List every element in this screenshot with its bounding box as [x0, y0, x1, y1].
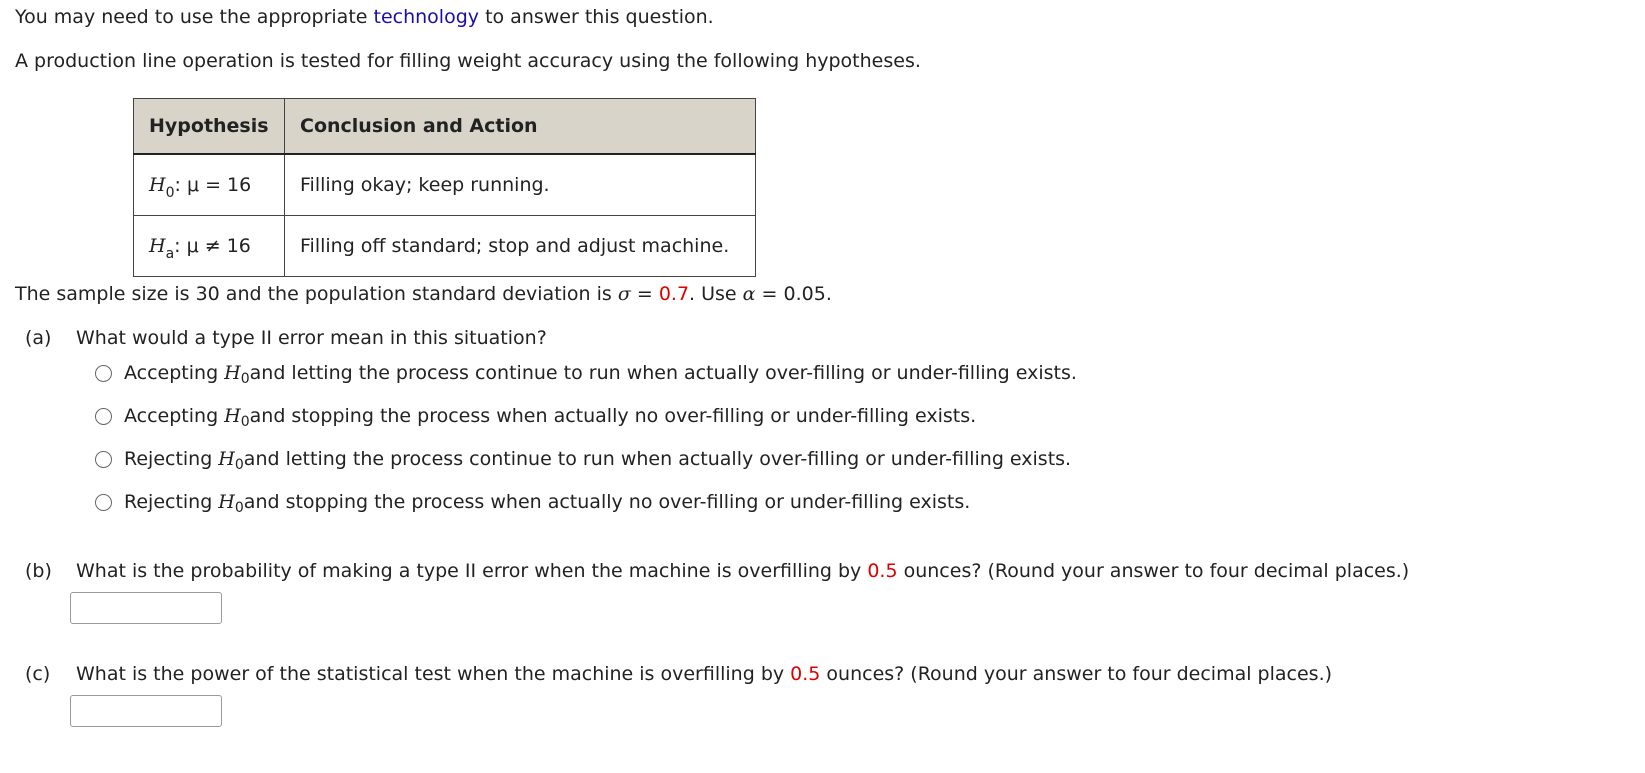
hypothesis-relation: : μ = 16 [174, 174, 252, 196]
alt-action-cell: Filling off standard; stop and adjust machine. [285, 216, 756, 277]
column-header-conclusion: Conclusion and Action [285, 99, 756, 155]
part-b-instruction: ounces? (Round your answer to four decimal places.) [897, 560, 1410, 582]
option-a2[interactable] [95, 405, 977, 430]
null-action-cell: Filling okay; keep running. [285, 154, 756, 216]
h-subscript: 0 [234, 500, 244, 516]
option-verb: Accepting [124, 362, 219, 384]
option-verb: Rejecting [124, 491, 213, 513]
option-text: and letting the process continue to run when actually over-filling or under-filling exists. [243, 448, 1072, 470]
h-symbol: H [224, 362, 241, 384]
alpha-symbol: α [742, 283, 756, 305]
radio-button[interactable] [95, 365, 112, 382]
intro-text [15, 6, 714, 28]
sigma-value: 0.7 [658, 283, 690, 305]
part-b-question [25, 560, 1409, 582]
part-a-question [25, 327, 547, 349]
hypothesis-table [133, 98, 756, 277]
h-subscript: 0 [240, 414, 250, 430]
equals-sign: = [630, 283, 659, 305]
overfill-value: 0.5 [867, 560, 898, 582]
h-subscript: 0 [165, 185, 175, 201]
h-symbol: H [218, 491, 235, 513]
alpha-value: = 0.05. [755, 283, 832, 305]
power-input[interactable] [70, 695, 222, 727]
h-symbol: H [218, 448, 235, 470]
sample-text: The sample size is 30 and the population standard deviation is [15, 283, 618, 305]
problem-description: A production line operation is tested for filling weight accuracy using the following hypotheses. [15, 50, 921, 72]
column-header-hypothesis: Hypothesis [134, 99, 285, 155]
table-row [134, 154, 756, 216]
type-ii-probability-input[interactable] [70, 592, 222, 624]
intro-suffix: to answer this question. [479, 6, 714, 28]
part-c-text: What is the power of the statistical test when the machine is overfilling by [76, 663, 791, 685]
option-text: and stopping the process when actually no over-filling or under-filling exists. [249, 405, 977, 427]
part-b-label: (b) [25, 560, 52, 582]
h-subscript: 0 [240, 371, 250, 387]
overfill-value: 0.5 [790, 663, 821, 685]
option-a3[interactable] [95, 448, 1072, 473]
option-verb: Rejecting [124, 448, 213, 470]
part-c-question [25, 663, 1332, 685]
option-text: and stopping the process when actually no over-filling or under-filling exists. [243, 491, 971, 513]
h-symbol: H [149, 174, 166, 196]
table-row [134, 216, 756, 277]
option-a4[interactable] [95, 491, 971, 516]
sigma-symbol: σ [617, 283, 631, 305]
option-a1[interactable] [95, 362, 1077, 387]
radio-button[interactable] [95, 451, 112, 468]
sample-info [15, 283, 832, 305]
null-hypothesis-cell [134, 154, 285, 216]
use-text: . Use [689, 283, 743, 305]
h-symbol: H [224, 405, 241, 427]
part-b-text: What is the probability of making a type II error when the machine is overfilling by [76, 560, 868, 582]
part-a-text: What would a type II error mean in this situation? [76, 327, 547, 349]
intro-prefix: You may need to use the appropriate [15, 6, 374, 28]
h-subscript: 0 [234, 457, 244, 473]
option-verb: Accepting [124, 405, 219, 427]
h-subscript: a [165, 246, 175, 262]
option-text: and letting the process continue to run when actually over-filling or under-filling exists. [249, 362, 1077, 384]
part-c-label: (c) [25, 663, 51, 685]
part-c-instruction: ounces? (Round your answer to four decimal places.) [820, 663, 1333, 685]
technology-link[interactable]: technology [373, 6, 480, 28]
alt-hypothesis-cell [134, 216, 285, 277]
h-symbol: H [149, 235, 166, 257]
part-a-label: (a) [25, 327, 52, 349]
radio-button[interactable] [95, 494, 112, 511]
table-header-row [134, 99, 756, 155]
radio-button[interactable] [95, 408, 112, 425]
hypothesis-relation: : μ ≠ 16 [174, 235, 251, 257]
